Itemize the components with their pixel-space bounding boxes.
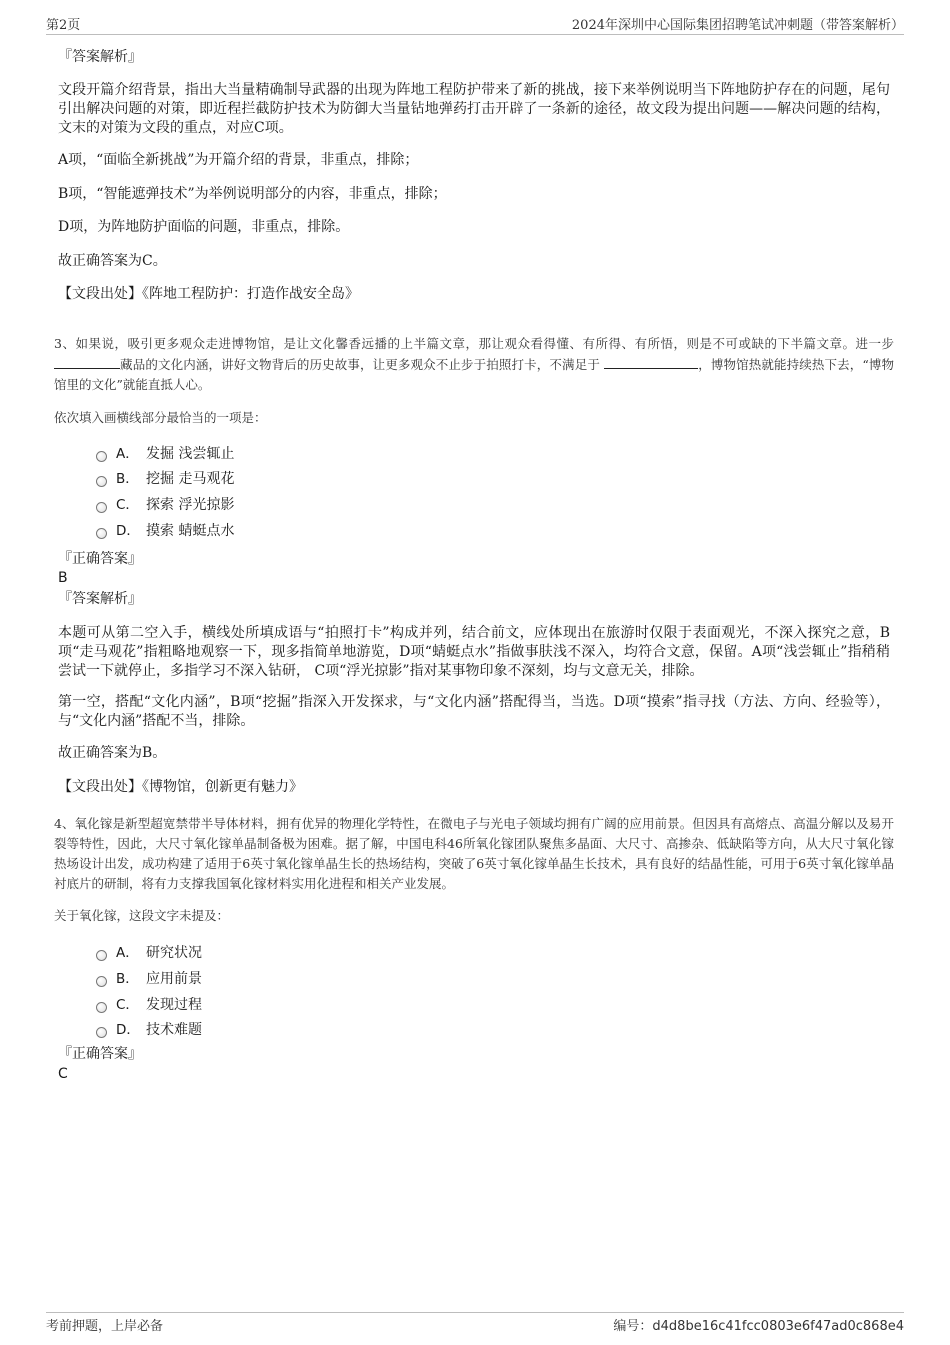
radio-icon[interactable]	[96, 451, 107, 462]
q2-analysis-p4: D项，为阵地防护面临的问题，非重点，排除。	[58, 219, 350, 235]
document-title: 2024年深圳中心国际集团招聘笔试冲刺题（带答案解析）	[571, 18, 904, 33]
q3-option-a[interactable]: A． 发掘 浅尝辄止	[96, 444, 234, 464]
q3-option-d[interactable]: D． 摸索 蜻蜓点水	[96, 521, 234, 541]
q4-answer: C	[58, 1066, 68, 1082]
page-header	[46, 14, 904, 35]
q4-option-b[interactable]: B． 应用前景	[96, 969, 202, 989]
radio-icon[interactable]	[96, 976, 107, 987]
q3-option-b[interactable]: B． 挖掘 走马观花	[96, 469, 234, 489]
radio-icon[interactable]	[96, 950, 107, 961]
page-number: 第2页	[46, 18, 81, 33]
q3-analysis-label: 『答案解析』	[58, 591, 142, 607]
q3-analysis-p1: 本题可从第二空入手，横线处所填成语与“拍照打卡”构成并列，结合前文，应体现出在旅游时仅限于表面观光，不深入探究之意，B项“走马观花”指粗略地观察一下，现多指简单地游览，D项“蜻蜓点水”指做事肤浅不深入，均符合文意，保留。A项“浅尝辄止”指稍稍尝试一下就停止，多指学习不深入钻研， C项“浮光掠影”指对某事物印象不深刻，均与文意无关，排除。	[58, 625, 890, 679]
q4-option-a[interactable]: A． 研究状况	[96, 943, 202, 963]
q3-prompt: 依次填入画横线部分最恰当的一项是：	[54, 410, 267, 425]
radio-icon[interactable]	[96, 528, 107, 539]
q4-option-d[interactable]: D． 技术难题	[96, 1020, 202, 1040]
q2-analysis-p1: 文段开篇介绍背景，指出大当量精确制导武器的出现为阵地工程防护带来了新的挑战，接下来举例说明当下阵地防护存在的问题，尾句引出解决问题的对策，即近程拦截防护技术为防御大当量钻地弹药打击开辟了一条新的途径，故文段为提出问题——解决问题的结构，文末的对策为文段的重点，对应C项。	[58, 82, 890, 136]
radio-icon[interactable]	[96, 476, 107, 487]
q2-answer-line: 故正确答案为C。	[58, 253, 167, 269]
q2-analysis-p3: B项，“智能遮弹技术”为举例说明部分的内容，非重点，排除；	[58, 186, 447, 202]
q3-answer-label: 『正确答案』	[58, 551, 142, 567]
page-footer	[46, 1312, 904, 1335]
q4-stem: 4、氧化镓是新型超宽禁带半导体材料，拥有优异的物理化学特性，在微电子与光电子领域均拥有广阔的应用前景。但因具有高熔点、高温分解以及易开裂等特性，因此，大尺寸氧化镓单晶制备极为困难。据了解，中国电科46所氧化镓团队聚焦多晶面、大尺寸、高掺杂、低缺陷等方向，从大尺寸氧化镓热场设计出发，成功构建了适用于6英寸氧化镓单晶生长的热场结构，突破了6英寸氧化镓单晶生长技术，具有良好的结晶性能，可用于6英寸氧化镓单晶衬底片的研制，将有力支撑我国氧化镓材料实用化进程和相关产业发展。	[54, 816, 894, 891]
q2-source: 【文段出处】《阵地工程防护：打造作战安全岛》	[58, 286, 359, 302]
q4-option-c[interactable]: C． 发现过程	[96, 995, 202, 1015]
q3-analysis-p2: 第一空，搭配“文化内涵”，B项“挖掘”指深入开发探求，与“文化内涵”搭配得当，当选。D项“摸索”指寻找（方法、方向、经验等），与“文化内涵”搭配不当，排除。	[58, 694, 890, 729]
radio-icon[interactable]	[96, 1002, 107, 1013]
q3-blank-2	[604, 354, 698, 369]
q4-prompt: 关于氧化镓，这段文字未提及：	[54, 908, 230, 923]
q3-option-c[interactable]: C． 探索 浮光掠影	[96, 495, 234, 515]
q3-blank-1	[54, 354, 120, 369]
q4-answer-label: 『正确答案』	[58, 1046, 142, 1062]
radio-icon[interactable]	[96, 1027, 107, 1038]
q3-answer: B	[58, 570, 68, 586]
q3-source: 【文段出处】《博物馆，创新更有魅力》	[58, 779, 303, 795]
footer-slogan: 考前押题，上岸必备	[46, 1319, 164, 1334]
q2-analysis-label: 『答案解析』	[58, 49, 142, 65]
q2-analysis-p2: A项，“面临全新挑战”为开篇介绍的背景，非重点，排除；	[58, 152, 419, 168]
q3-answer-line: 故正确答案为B。	[58, 745, 167, 761]
radio-icon[interactable]	[96, 502, 107, 513]
q3-stem: 3、如果说，吸引更多观众走进博物馆，是让文化馨香远播的上半篇文章，那让观众看得懂、有所得、有所悟，则是不可或缺的下半篇文章。进一步 藏品的文化内涵，讲好文物背后的历史故事，让更多观众不止步于拍照打卡，不满足于 ，博物馆热就能持续热下去，“博物馆里的文化”就能直抵人心。	[54, 336, 894, 392]
document-code: 编号：d4d8be16c41fcc0803e6f47ad0c868e4	[613, 1319, 904, 1334]
